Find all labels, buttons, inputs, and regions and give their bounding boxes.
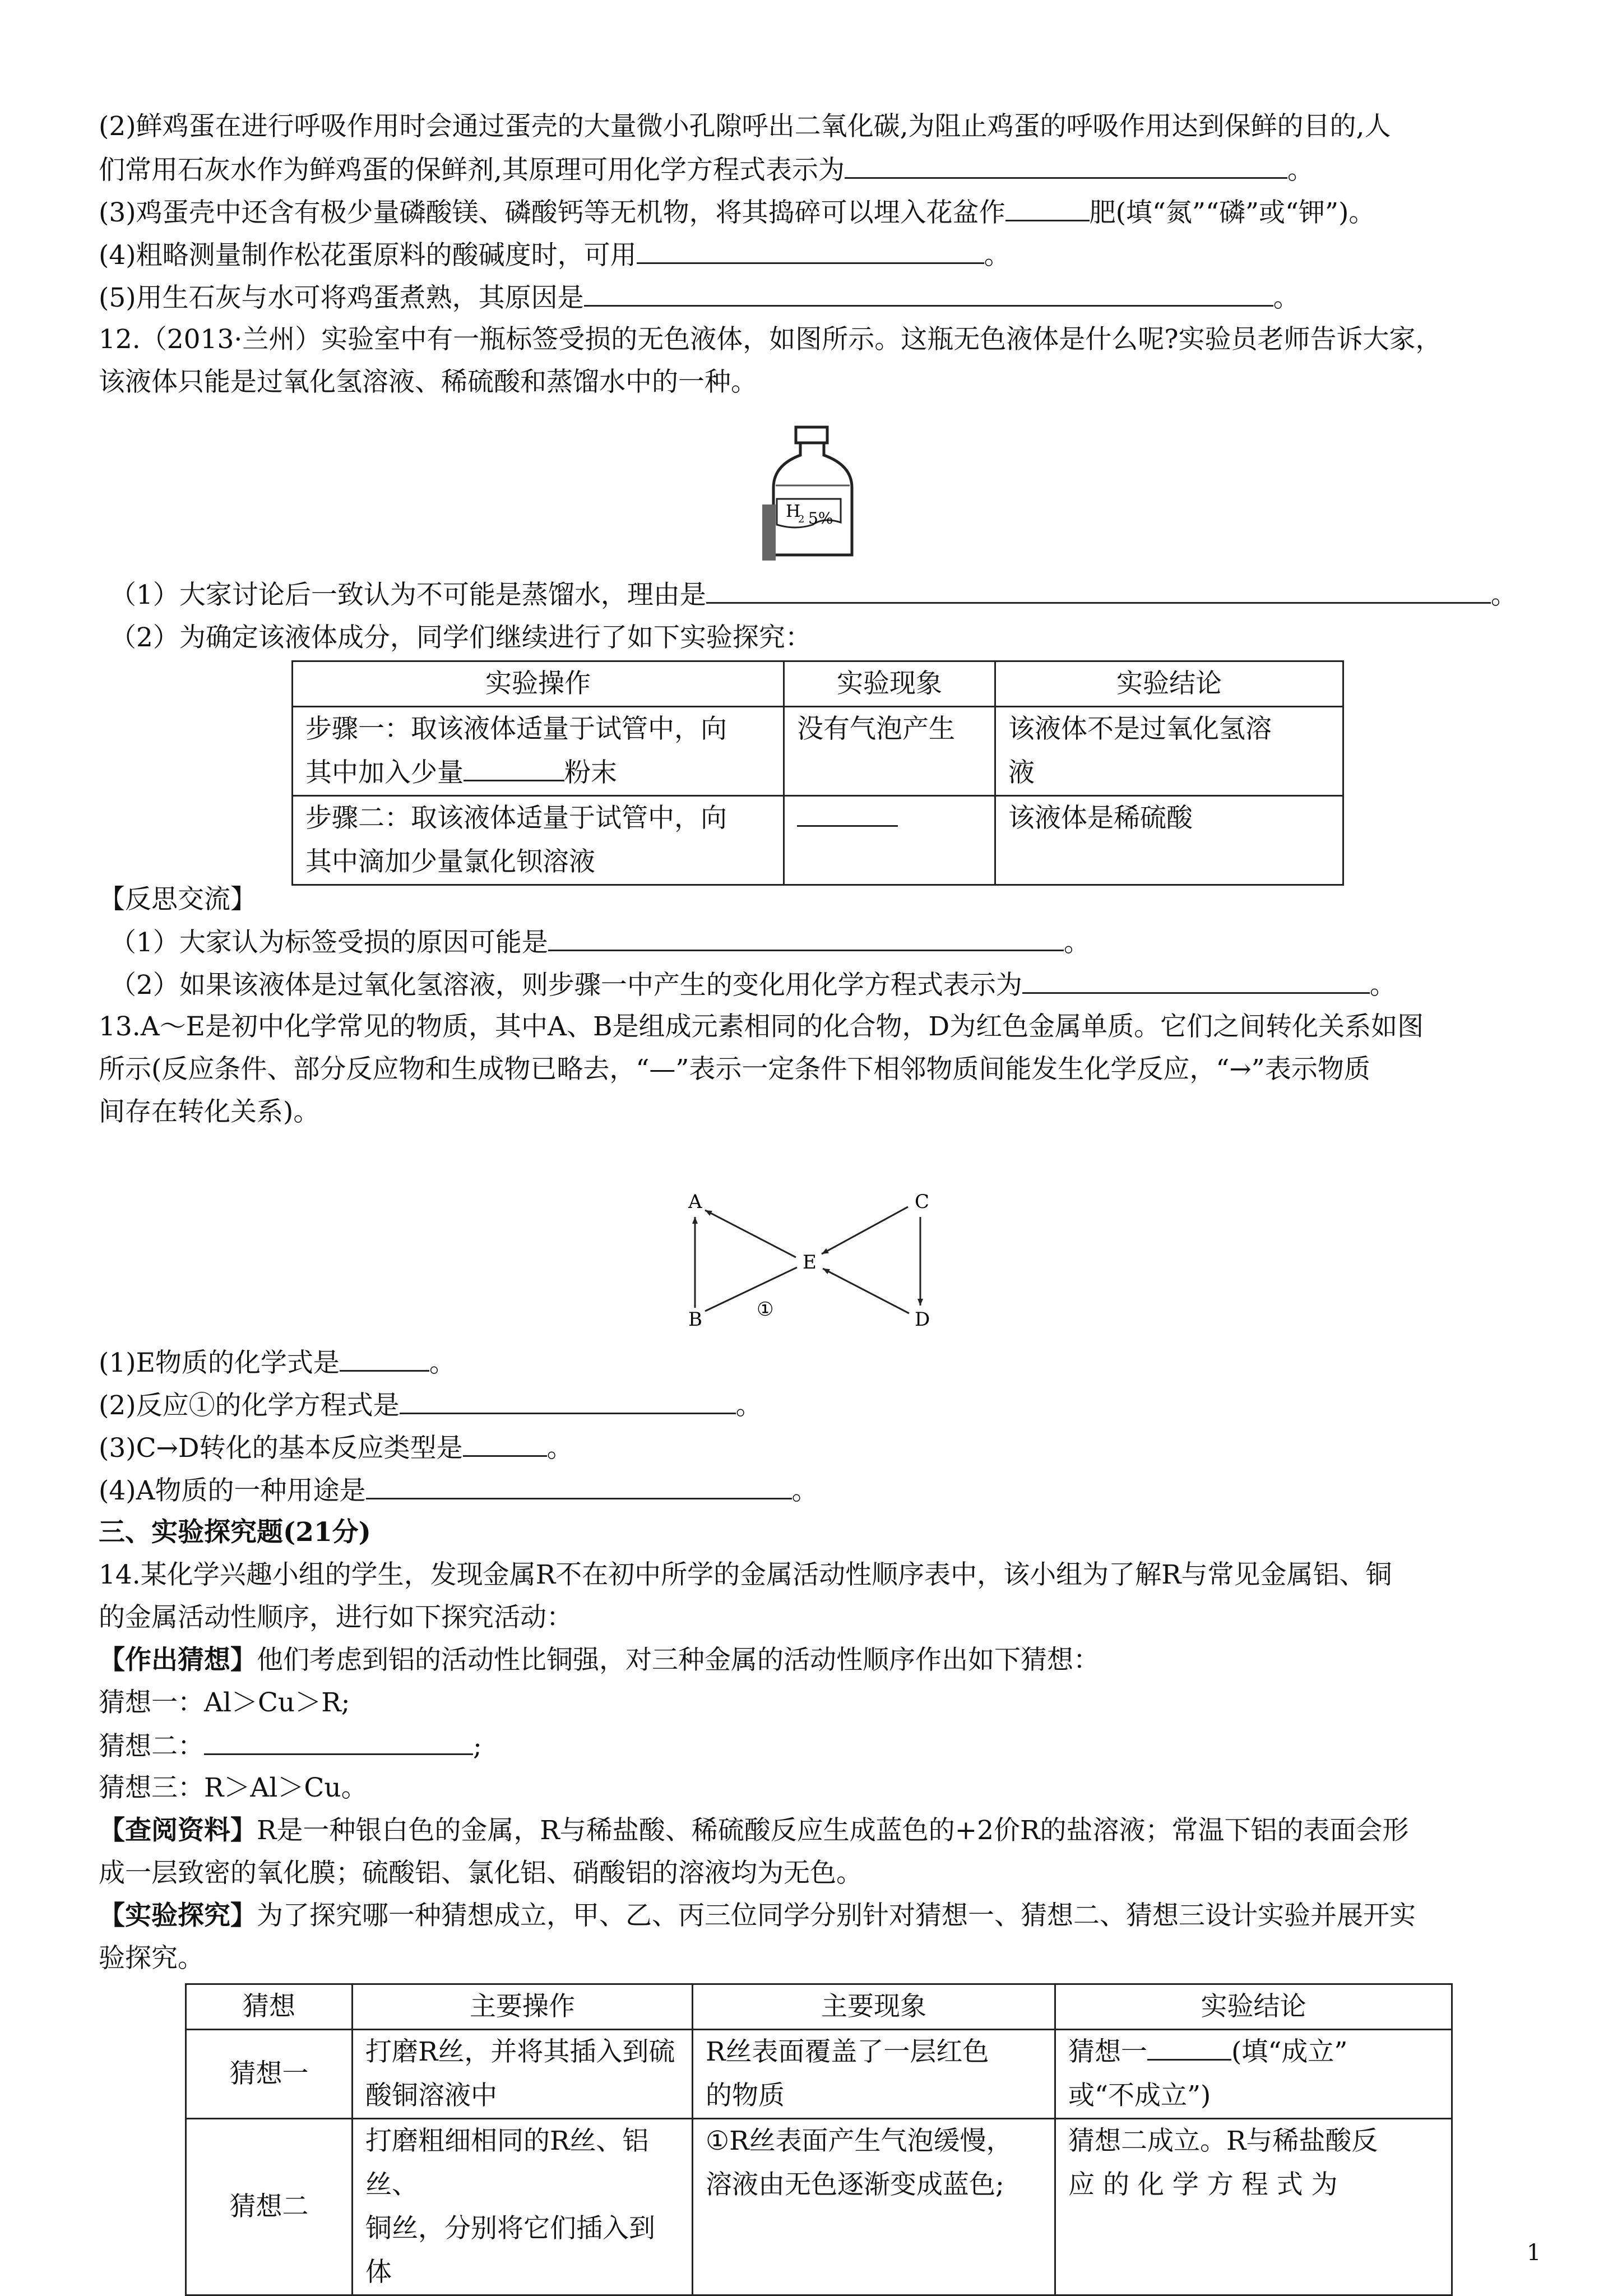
q14-row2-phenomenon — [693, 2119, 1055, 2295]
section-3-text: 三、实验探究题(21分) — [99, 1517, 371, 1548]
q14-experiment-table — [185, 1983, 1453, 2296]
q14-info-line2 — [99, 1857, 863, 1890]
q12-row1-op-b1: 其中加入少量 — [305, 757, 464, 788]
q14-g3: 猜想三：R＞Al＞Cu。 — [99, 1772, 368, 1803]
q14-row2-op-b: 铜丝，分别将它们插入到体 — [365, 2213, 655, 2288]
q11-p3-line — [99, 195, 1375, 230]
label-formula: H — [786, 502, 801, 521]
q13-s4-text: (4)A物质的一种用途是 — [99, 1475, 366, 1506]
q11-p2-text-b: 们常用石灰水作为鲜鸡蛋的保鲜剂,其原理可用化学方程式表示为 — [99, 155, 845, 186]
q14-row2-guess: 猜想二 — [186, 2119, 353, 2295]
q14-row1-blank[interactable] — [1147, 2034, 1231, 2061]
arrow-e-to-a — [705, 1210, 796, 1257]
q14-row2-phen-a: ①R丝表面产生气泡缓慢， — [706, 2126, 1013, 2156]
q13-s4-line — [99, 1473, 818, 1508]
q14-intro-a: 14.某化学兴趣小组的学生，发现金属R不在初中所学的金属活动性顺序表中，该小组为了解R与常见金属铝、铜 — [99, 1559, 1392, 1590]
q14-row1-phen-a: R丝表面覆盖了一层红色 — [706, 2036, 989, 2067]
q11-p5-text: (5)用生石灰与水可将鸡蛋煮熟，其原因是 — [99, 283, 584, 313]
q14-guess-line — [99, 1644, 1100, 1677]
q12-s2-line — [110, 621, 812, 655]
q14-row1-concl-a1: 猜想一 — [1068, 2036, 1147, 2067]
q12-experiment-table — [291, 660, 1344, 886]
q12-row1-concl-a: 该液体不是过氧化氢溶 — [1008, 714, 1272, 744]
q13-intro-line3 — [99, 1095, 319, 1129]
q11-p5-blank[interactable] — [584, 280, 1273, 307]
q14-row2-operation — [353, 2119, 693, 2295]
q14-g2-text: 猜想二： — [99, 1731, 204, 1762]
q14-header-operation: 主要操作 — [353, 1984, 693, 2030]
q14-info-title: 【查阅资料】 — [99, 1815, 257, 1846]
q12-r2-blank[interactable] — [1022, 968, 1370, 994]
q13-intro-line1 — [99, 1010, 1424, 1044]
section-3-title — [99, 1516, 371, 1549]
q13-intro-b: 所示(反应条件、部分反应物和生成物已略去，“—”表示一定条件下相邻物质间能发生化学反应，“→”表示物质 — [99, 1054, 1370, 1085]
node-c: C — [915, 1191, 930, 1213]
arrow-d-to-e — [823, 1269, 909, 1313]
q11-p2-blank[interactable] — [845, 152, 1287, 179]
q11-p4-text: (4)粗略测量制作松花蛋原料的酸碱度时，可用 — [99, 240, 637, 271]
q13-intro-c: 间存在转化关系)。 — [99, 1096, 320, 1127]
q14-row1-conclusion — [1055, 2030, 1452, 2119]
q12-s1-blank[interactable] — [706, 577, 1491, 604]
q14-g1: 猜想一：Al＞Cu＞R; — [99, 1687, 350, 1718]
q14-row1-phen-b: 的物质 — [706, 2080, 785, 2111]
q13-s2-end: 。 — [735, 1390, 762, 1421]
q14-row2-concl-b: 应 的 化 学 方 程 式 为 — [1068, 2169, 1338, 2200]
q14-intro-line1 — [99, 1558, 1392, 1592]
q14-g2-blank[interactable] — [204, 1729, 473, 1755]
q14-row1-op-a: 打磨R丝，并将其插入到硫 — [365, 2036, 675, 2067]
q14-header-guess: 猜想 — [186, 1984, 353, 2030]
q12-row1-op-b2: 粉末 — [564, 757, 617, 788]
q12-reflect-title-line — [99, 883, 257, 916]
page-number: 1 — [1527, 2240, 1541, 2266]
q13-s4-blank[interactable] — [366, 1473, 792, 1499]
q14-guess-title: 【作出猜想】 — [99, 1645, 257, 1675]
q11-p5-line — [99, 280, 1300, 315]
q13-s3-line — [99, 1431, 573, 1465]
q14-row1-concl-a2: (填“成立” — [1231, 2036, 1348, 2067]
node-d: D — [915, 1308, 930, 1331]
q13-s2-text: (2)反应①的化学方程式是 — [99, 1390, 400, 1421]
q12-intro-line1 — [99, 323, 1442, 357]
q12-row2-operation — [293, 796, 784, 885]
q14-info-a: R是一种银白色的金属，R与稀盐酸、稀硫酸反应生成蓝色的+2价R的盐溶液；常温下铝的表面会形 — [257, 1815, 1409, 1846]
q13-intro-line2 — [99, 1053, 1370, 1086]
node-a: A — [688, 1191, 702, 1213]
q12-row1-op-a: 步骤一：取该液体适量于试管中，向 — [305, 714, 727, 744]
q14-row2-conclusion — [1055, 2119, 1452, 2295]
transformation-diagram — [673, 1186, 953, 1337]
q13-s3-end: 。 — [546, 1433, 573, 1464]
node-e: E — [803, 1251, 817, 1274]
q14-exp-line1 — [99, 1899, 1416, 1933]
q12-s1-end: 。 — [1490, 580, 1517, 610]
q14-exp-b: 验探究。 — [99, 1943, 204, 1974]
table-row — [186, 2119, 1452, 2295]
q13-s3-text: (3)C→D转化的基本反应类型是 — [99, 1433, 463, 1464]
q12-reflect-title: 【反思交流】 — [99, 884, 257, 915]
q14-info-b: 成一层致密的氧化膜；硫酸铝、氯化铝、硝酸铝的溶液均为无色。 — [99, 1858, 863, 1888]
q14-table-header-row — [186, 1984, 1452, 2030]
q14-g2-end: ; — [473, 1731, 482, 1762]
table-row — [293, 796, 1343, 885]
q12-row1-concl-b: 液 — [1008, 757, 1035, 788]
q14-g1-line — [99, 1686, 350, 1720]
q12-row2-conclusion: 该液体是稀硫酸 — [995, 796, 1343, 885]
q11-p4-blank[interactable] — [637, 238, 984, 264]
q14-g3-line — [99, 1771, 368, 1805]
q11-p3-text-b: 肥(填“氮”“磷”或“钾”)。 — [1089, 197, 1375, 228]
q14-info-line1 — [99, 1814, 1408, 1848]
q14-exp-title: 【实验探究】 — [99, 1900, 257, 1931]
torn-label-shadow — [762, 504, 776, 561]
q12-r1-end: 。 — [1063, 927, 1090, 958]
q12-s1-text: （1）大家讨论后一致认为不可能是蒸馏水，理由是 — [110, 580, 706, 610]
q14-header-conclusion: 实验结论 — [1055, 1984, 1452, 2030]
q12-table-header-row — [293, 661, 1343, 707]
q13-s1-end: 。 — [429, 1348, 456, 1378]
table-row — [293, 707, 1343, 796]
q14-row1-operation — [353, 2030, 693, 2119]
q11-p2-line2 — [99, 152, 1314, 187]
q14-intro-b: 的金属活动性顺序，进行如下探究活动： — [99, 1602, 573, 1633]
q12-row2-blank[interactable] — [797, 800, 898, 827]
q14-row2-phen-b: 溶液由无色逐渐变成蓝色; — [706, 2169, 1004, 2200]
q13-s1-blank[interactable] — [340, 1345, 429, 1372]
q12-intro-b: 该液体只能是过氧化氢溶液、稀硫酸和蒸馏水中的一种。 — [99, 367, 757, 397]
q12-intro-a: 12.（2013·兰州）实验室中有一瓶标签受损的无色液体，如图所示。这瓶无色液体是什么呢?实验员老师告诉大家， — [99, 324, 1442, 355]
line-c-e — [822, 1207, 908, 1254]
q14-row1-concl-b: 或“不成立”) — [1068, 2080, 1211, 2111]
q14-exp-a: 为了探究哪一种猜想成立，甲、乙、丙三位同学分别针对猜想一、猜想二、猜想三设计实验并展开实 — [257, 1900, 1416, 1931]
q14-row1-op-b: 酸铜溶液中 — [365, 2080, 497, 2111]
q13-s4-end: 。 — [791, 1475, 818, 1506]
q14-header-phenomenon: 主要现象 — [693, 1984, 1055, 2030]
q12-intro-line2 — [99, 365, 757, 399]
q13-s1-text: (1)E物质的化学式是 — [99, 1348, 340, 1378]
q12-header-phenomenon: 实验现象 — [784, 661, 995, 707]
q14-row1-phenomenon — [693, 2030, 1055, 2119]
q14-row2-concl-a: 猜想二成立。R与稀盐酸反 — [1068, 2126, 1378, 2156]
line-b-e — [705, 1267, 797, 1311]
q11-p3-blank[interactable] — [1005, 195, 1090, 221]
q14-guess-text: 他们考虑到铝的活动性比铜强，对三种金属的活动性顺序作出如下猜想： — [257, 1645, 1100, 1675]
q14-exp-line2 — [99, 1942, 204, 1975]
q11-p3-text-a: (3)鸡蛋壳中还含有极少量磷酸镁、磷酸钙等无机物，将其捣碎可以埋入花盆作 — [99, 197, 1005, 228]
q12-row1-operation — [293, 707, 784, 796]
q12-r1-blank[interactable] — [548, 925, 1064, 951]
q12-row1-conclusion — [995, 707, 1343, 796]
q11-p2-end: 。 — [1287, 155, 1314, 186]
q12-s2-text: （2）为确定该液体成分，同学们继续进行了如下实验探究： — [110, 622, 812, 653]
q14-intro-line2 — [99, 1601, 573, 1635]
q13-s2-line — [99, 1388, 762, 1423]
q13-s1-line — [99, 1345, 456, 1380]
q12-header-conclusion: 实验结论 — [995, 661, 1343, 707]
q11-p2-text-a: (2)鲜鸡蛋在进行呼吸作用时会通过蛋壳的大量微小孔隙呼出二氧化碳,为阻止鸡蛋的呼吸作用达到保鲜的目的,人 — [99, 111, 1391, 142]
q13-intro-a: 13.A～E是初中化学常见的物质，其中A、B是组成元素相同的化合物，D为红色金属单质。它们之间转化关系如图 — [99, 1011, 1424, 1042]
q14-row2-op-a: 打磨粗细相同的R丝、铝丝、 — [365, 2126, 649, 2200]
q13-s3-blank[interactable] — [463, 1431, 547, 1457]
q13-s2-blank[interactable] — [400, 1388, 736, 1414]
q12-row1-phenomenon: 没有气泡产生 — [784, 707, 995, 796]
reagent-bottle-figure — [757, 420, 869, 566]
q14-row1-guess: 猜想一 — [186, 2030, 353, 2119]
q12-row2-phenomenon[interactable] — [784, 796, 995, 885]
table-row — [186, 2030, 1452, 2119]
q12-header-operation: 实验操作 — [293, 661, 784, 707]
q12-row1-blank[interactable] — [464, 755, 564, 781]
reaction-label: ① — [757, 1298, 774, 1321]
q11-p4-end: 。 — [984, 240, 1011, 271]
q12-r2-line — [110, 968, 1396, 1002]
q12-r2-text: （2）如果该液体是过氧化氢溶液，则步骤一中产生的变化用化学方程式表示为 — [110, 970, 1022, 1001]
q12-r2-end: 。 — [1369, 970, 1396, 1001]
q12-s1-line — [110, 577, 1517, 612]
bottle-stopper — [796, 427, 827, 443]
node-b: B — [688, 1308, 702, 1331]
q12-row2-op-a: 步骤二：取该液体适量于试管中，向 — [305, 803, 727, 834]
q11-p2-line1 — [99, 110, 1391, 144]
q14-g2-line — [99, 1729, 482, 1763]
q11-p5-end: 。 — [1273, 283, 1300, 313]
label-percent: 5% — [808, 509, 833, 527]
q12-row2-op-b: 其中滴加少量氯化钡溶液 — [305, 846, 595, 877]
label-subscript: 2 — [798, 513, 805, 525]
q11-p4-line — [99, 238, 1011, 272]
q12-r1-line — [110, 925, 1090, 960]
q12-r1-text: （1）大家认为标签受损的原因可能是 — [110, 927, 548, 958]
